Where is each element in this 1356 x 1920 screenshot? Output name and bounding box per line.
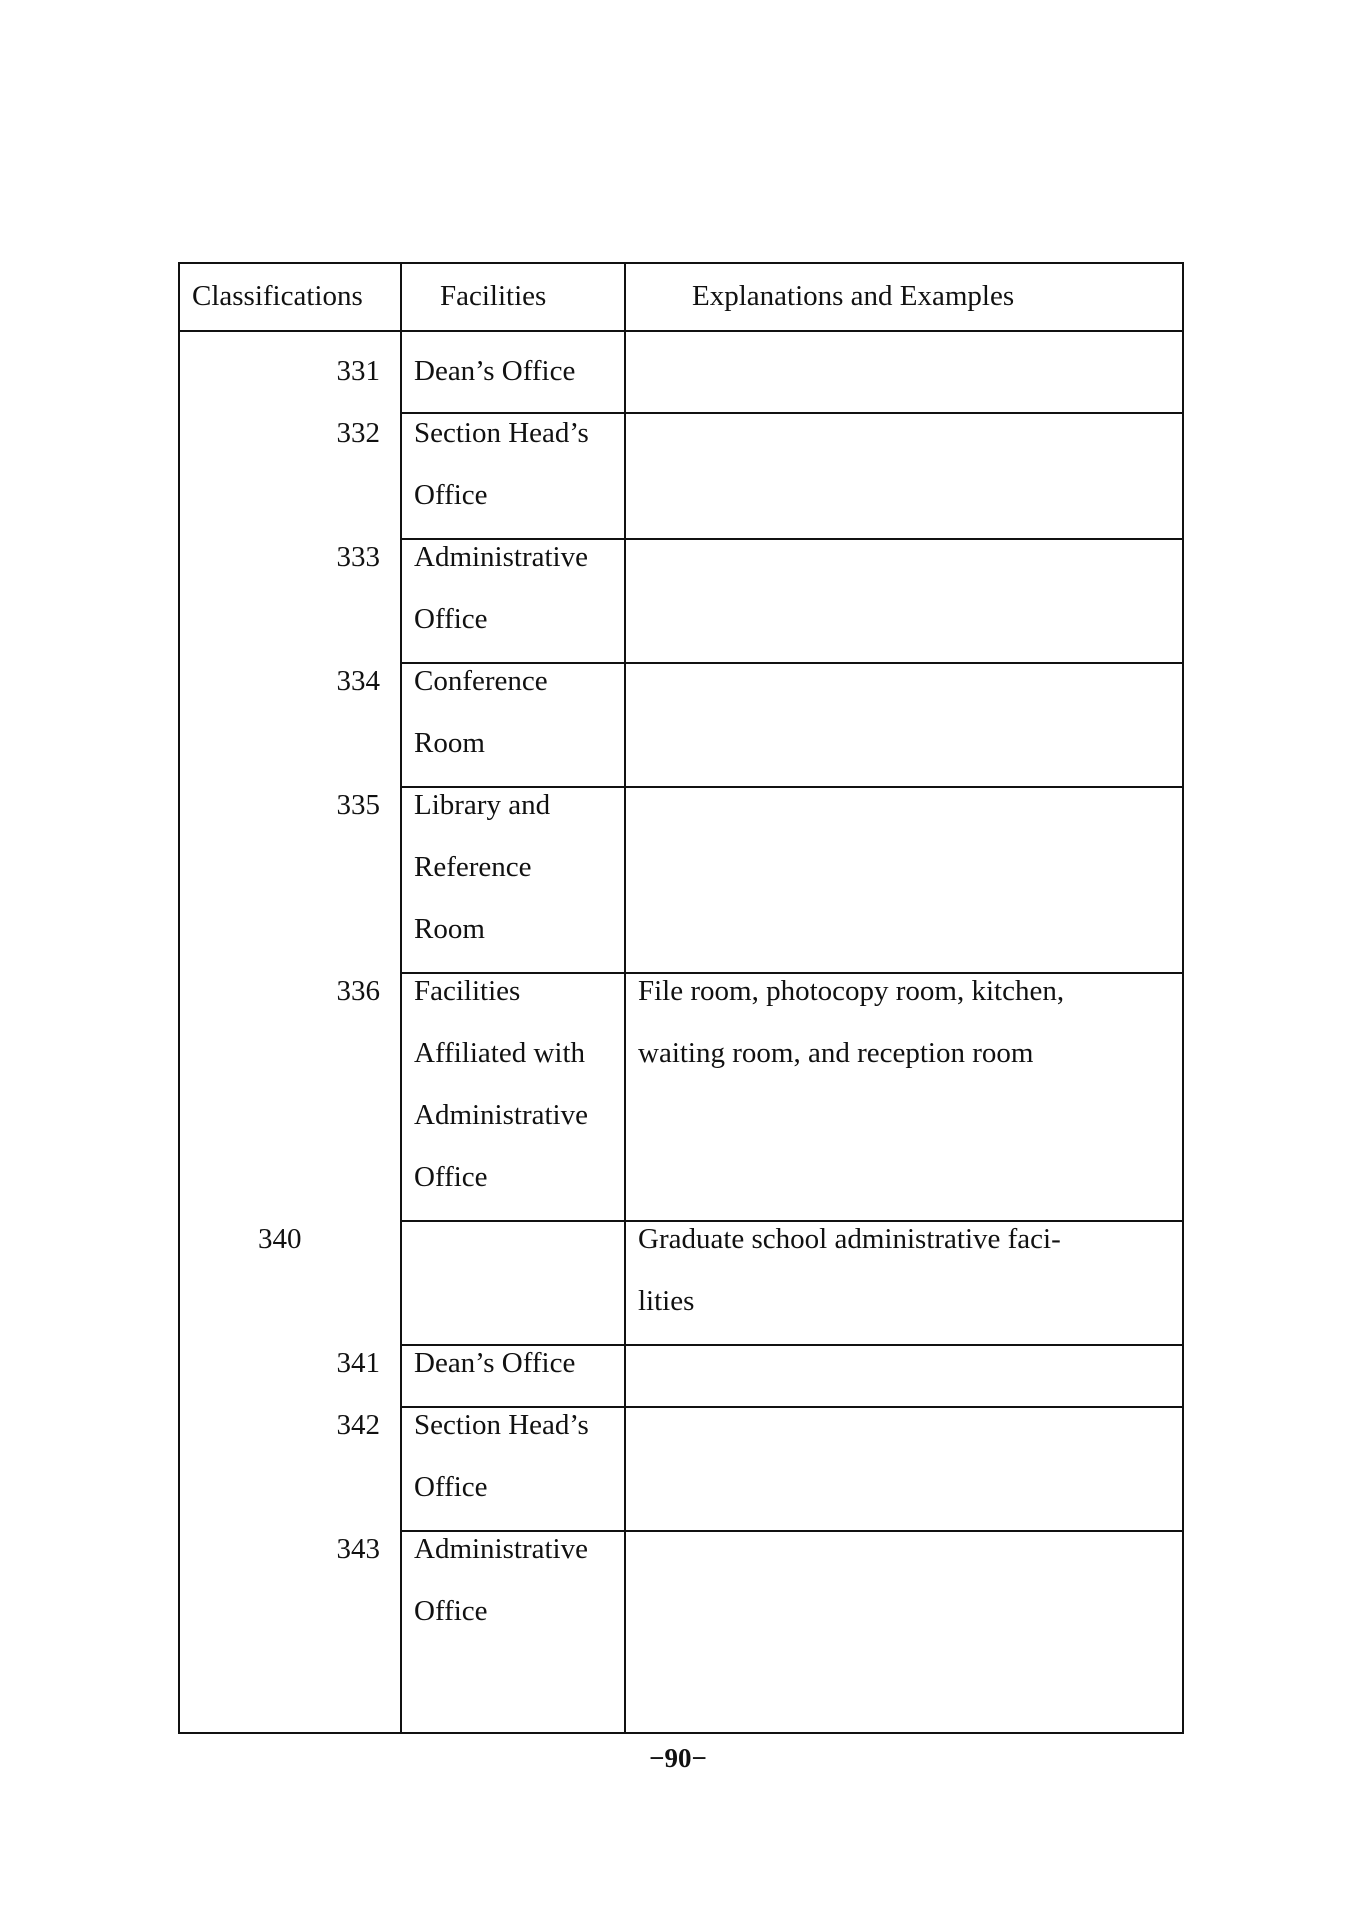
header-classifications: Classifications <box>192 280 363 312</box>
classification-code: 332 <box>336 417 380 449</box>
classification-code: 342 <box>336 1409 380 1441</box>
facility-name: Room <box>414 727 485 759</box>
facility-name: Office <box>414 1161 488 1193</box>
classification-code: 343 <box>336 1533 380 1565</box>
facility-name: Section Head’s <box>414 1409 589 1441</box>
facility-name: Section Head’s <box>414 417 589 449</box>
facility-name: Administrative <box>414 1099 588 1131</box>
facility-name: Facilities <box>414 975 521 1007</box>
classification-code: 331 <box>336 355 380 387</box>
explanation-text: lities <box>638 1285 695 1317</box>
classification-code: 341 <box>336 1347 380 1379</box>
explanation-text: File room, photocopy room, kitchen, <box>638 975 1065 1007</box>
facility-name: Administrative <box>414 541 588 573</box>
column-divider-2 <box>624 264 626 1732</box>
facility-name: Office <box>414 1471 488 1503</box>
facility-name: Office <box>414 603 488 635</box>
facility-name: Dean’s Office <box>414 1347 576 1379</box>
explanation-text: waiting room, and reception room <box>638 1037 1034 1069</box>
header-explanations: Explanations and Examples <box>692 280 1015 312</box>
classification-code: 333 <box>336 541 380 573</box>
classification-code: 335 <box>336 789 380 821</box>
facility-name: Library and <box>414 789 551 821</box>
facility-name: Affiliated with <box>414 1037 586 1069</box>
classification-code: 334 <box>336 665 380 697</box>
classification-code: 336 <box>336 975 380 1007</box>
explanation-text: Graduate school administrative faci- <box>638 1223 1061 1255</box>
classification-code: 340 <box>258 1223 302 1255</box>
facility-name: Conference <box>414 665 548 697</box>
page-number: −90− <box>649 1743 707 1773</box>
facility-name: Office <box>414 479 488 511</box>
column-divider-1 <box>400 264 402 1732</box>
header-facilities: Facilities <box>440 280 547 312</box>
facility-name: Administrative <box>414 1533 588 1565</box>
facility-name: Room <box>414 913 485 945</box>
classification-table <box>178 262 1184 1734</box>
row-divider <box>400 330 1182 332</box>
facility-name: Office <box>414 1595 488 1627</box>
facility-name: Dean’s Office <box>414 355 576 387</box>
facility-name: Reference <box>414 851 532 883</box>
